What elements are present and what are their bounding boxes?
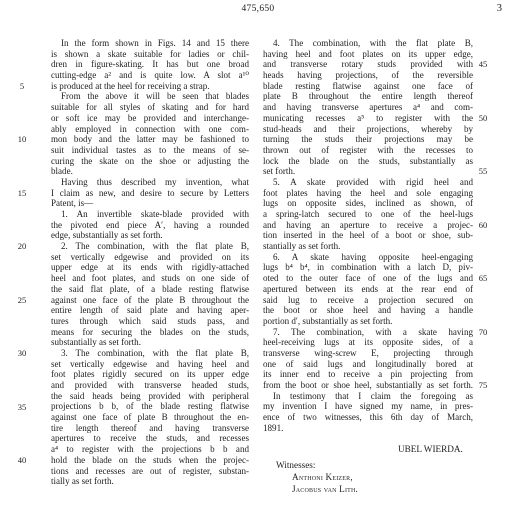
- text-line: having heel and foot plates on its upper edge,: [263, 48, 473, 59]
- text-line: hold the blade on the studs when the projec-: [51, 454, 249, 465]
- text-line: 6. A skate having opposite heel-engaging: [273, 251, 473, 262]
- line-number: 35: [17, 401, 27, 412]
- text-line: Having thus described my invention, what: [61, 176, 249, 187]
- text-line: Patent, is—: [51, 198, 94, 209]
- witness-name-1: Anthoni Keizer,: [292, 472, 353, 482]
- text-line: a⁴ to register with the projections b b and: [51, 444, 249, 455]
- text-line: one of said lugs and longitudinally bored at: [263, 358, 473, 369]
- text-line: set vertically edgewise and provided on its: [51, 251, 249, 262]
- text-line: and transverse rotary studs provided with: [263, 59, 473, 70]
- text-line: 1891.: [263, 422, 284, 433]
- text-line: suit individual tastes as to the means of se-: [51, 144, 249, 155]
- line-number: 15: [17, 187, 27, 198]
- text-line: is produced at the heel for receiving a strap.: [51, 80, 210, 91]
- text-line: and provided with transverse headed studs,: [51, 380, 249, 390]
- text-line: against one face of the plate B throughout the: [51, 294, 249, 305]
- text-line: and having an aperture to receive a projec-: [263, 219, 473, 230]
- patent-number: 475,650: [241, 4, 275, 14]
- text-line: set forth.: [263, 166, 296, 177]
- text-line: cutting-edge a² and is quite low. A slot a¹⁰: [51, 70, 249, 81]
- text-line: 5. A skate provided with rigid heel and: [273, 176, 473, 187]
- text-line: turning the studs their projections may be: [263, 134, 473, 145]
- line-number: 60: [478, 219, 488, 230]
- text-line: heel and foot plates, and studs on one side of: [51, 273, 249, 284]
- text-line: heel-receiving lugs at its opposite sides, of a: [263, 337, 473, 348]
- text-line: dren in figure-skating. It has but one broad: [51, 59, 249, 70]
- text-line: and having transverse apertures a⁴ and com-: [263, 102, 473, 113]
- text-line: from the boot or shoe heel, substantially as set forth.: [263, 380, 473, 390]
- text-line: means for securing the blades on the studs,: [51, 326, 249, 337]
- line-number: 55: [478, 166, 488, 177]
- text-line: tures through which said studs pass, and: [51, 315, 249, 326]
- line-number: 20: [17, 241, 27, 252]
- text-line: In the form shown in Figs. 14 and 15 there: [61, 38, 249, 48]
- line-number: 65: [478, 273, 488, 284]
- text-line: its inner end to receive a pin projecting from: [263, 369, 473, 380]
- text-line: transverse wing-screw E, projecting through: [263, 347, 473, 358]
- text-line: said lug to receive a projection secured on: [263, 294, 473, 305]
- text-line: plate B throughout the entire length thereof: [263, 91, 473, 102]
- line-number: 5: [19, 80, 25, 91]
- line-number: 75: [478, 380, 488, 391]
- text-line: edge, substantially as set forth.: [51, 230, 163, 241]
- line-number: 50: [478, 112, 488, 123]
- text-line: substantially as set forth.: [51, 337, 141, 348]
- text-line: From the above it will be seen that blades: [61, 91, 249, 102]
- text-line: apertured between its ends at the rear end of: [263, 283, 473, 294]
- text-line: I claim as new, and desire to secure by Letters: [51, 187, 249, 198]
- text-line: or soft ice may be provided and interchange-: [51, 112, 249, 123]
- text-line: lock the blade on the studs, substantially as: [263, 155, 473, 166]
- text-line: portion d′, substantially as set forth.: [263, 315, 393, 326]
- text-line: against one face of plate B throughout the en-: [51, 412, 249, 423]
- line-number: 30: [17, 348, 27, 359]
- text-line: entire length of said plate and having aper-: [51, 305, 249, 316]
- text-line: tire length thereof and having transverse: [51, 422, 249, 433]
- right-text-column: [263, 38, 473, 433]
- text-line: upper edge at its ends with rigidly-attached: [51, 262, 249, 273]
- text-line: projections b b, of the blade resting flatwise: [51, 401, 249, 412]
- text-line: foot plates having the heel and sole engaging: [263, 187, 473, 198]
- text-line: 1. An invertible skate-blade provided with: [61, 209, 249, 219]
- page-number: 3: [496, 3, 502, 14]
- text-line: municating recesses a⁵ to register with the: [263, 112, 473, 123]
- line-number: 10: [17, 134, 27, 145]
- text-line: tially as set forth.: [51, 476, 114, 487]
- left-text-column: [51, 38, 249, 487]
- text-line: tions and recesses are out of register, substan-: [51, 465, 249, 476]
- text-line: tion inserted in the heel of a boot or shoe, sub-: [263, 230, 473, 241]
- text-line: curing the skate on the shoe or adjusting the: [51, 155, 249, 166]
- text-line: thrown out of register with the recesses to: [263, 144, 473, 155]
- text-line: 4. The combination, with the flat plate B,: [273, 38, 473, 48]
- text-line: foot plates rigidly secured on its upper edge: [51, 369, 249, 380]
- text-line: is shown a skate suitable for ladies or chil-: [51, 48, 249, 59]
- text-line: lugs b⁴ b⁴, in combination with a latch D, piv-: [263, 262, 473, 273]
- text-line: mon body and the latter may be fashioned to: [51, 134, 249, 145]
- text-line: suitable for all styles of skating and for hard: [51, 102, 249, 113]
- text-line: the said heads being provided with peripheral: [51, 390, 249, 401]
- text-line: stud-heads and their projections, whereby by: [263, 123, 473, 134]
- line-number: 70: [478, 326, 488, 337]
- text-line: the said flat plate, of a blade resting flatwise: [51, 283, 249, 294]
- text-line: 7. The combination, with a skate having: [273, 326, 473, 337]
- text-line: set vertically edgewise and having heel and: [51, 358, 249, 369]
- witness-name-2: Jacobus van Lith.: [292, 484, 359, 494]
- text-line: blade.: [51, 166, 73, 177]
- text-line: a spring-latch secured to one of the heel-lugs: [263, 209, 473, 219]
- text-line: my invention I have signed my name, in pres-: [263, 401, 473, 412]
- text-line: stantially as set forth.: [263, 241, 341, 252]
- text-line: ably employed in connection with one com-: [51, 123, 249, 134]
- text-line: lugs on opposite sides, inclined as shown, of: [263, 198, 473, 209]
- witnesses-label: Witnesses:: [276, 460, 316, 470]
- line-number: 25: [17, 294, 27, 305]
- text-line: oted to the outer face of one of the lugs and: [263, 273, 473, 284]
- inventor-signature: UBEL WIERDA.: [398, 444, 463, 454]
- text-line: ence of two witnesses, this 6th day of March,: [263, 412, 473, 423]
- text-line: the pivoted end piece A′, having a rounded: [51, 219, 249, 230]
- text-line: apertures to receive the studs, and recesses: [51, 433, 249, 444]
- text-line: In testimony that I claim the foregoing as: [273, 390, 473, 401]
- text-line: 3. The combination, with the flat plate B,: [61, 347, 249, 358]
- line-number: 45: [478, 59, 488, 70]
- text-line: blade resting flatwise against one face of: [263, 80, 473, 91]
- text-line: the boot or shoe heel and having a handle: [263, 305, 473, 316]
- text-line: heads having projections, of the reversible: [263, 70, 473, 81]
- text-line: 2. The combination, with the flat plate B,: [61, 241, 249, 252]
- line-number: 40: [17, 455, 27, 466]
